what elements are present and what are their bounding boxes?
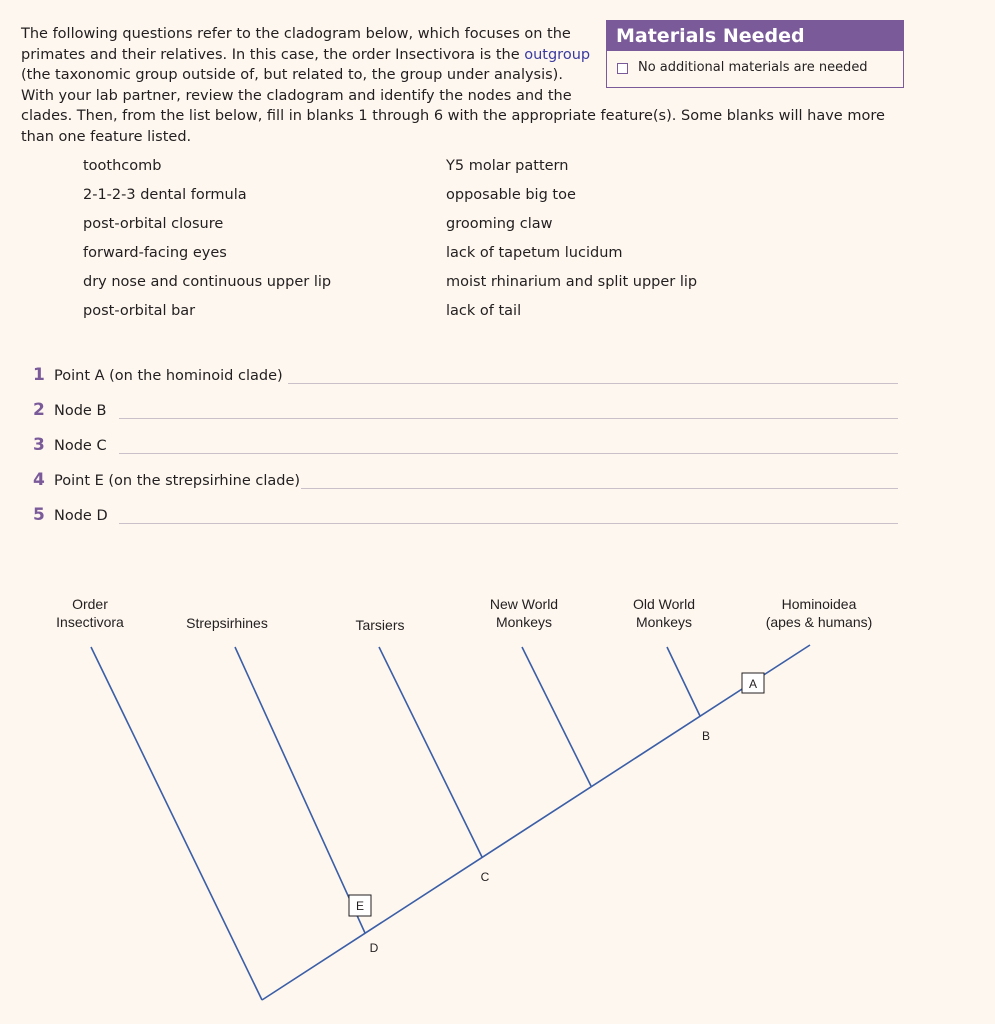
node-d-label: D [369,941,379,955]
question-number: 1 [33,365,45,385]
taxon-label: Insectivora [56,614,124,630]
feature-item: moist rhinarium and split upper lip [446,274,698,290]
feature-item: post-orbital bar [83,303,196,319]
branch-tarsiers [379,647,482,857]
point-e-label: E [355,899,365,913]
feature-item: post-orbital closure [83,216,224,232]
branch-new-world-monkeys [522,647,591,786]
taxon-label: Tarsiers [355,617,405,633]
main-branch [262,645,810,1000]
branch-strepsirhines [235,647,365,933]
feature-item: lack of tapetum lucidum [446,245,623,261]
question-text: Node B [54,403,107,419]
question-number: 5 [33,505,45,525]
feature-item: forward-facing eyes [83,245,227,261]
taxon-label: Monkeys [635,614,693,630]
taxon-label: Order [72,596,108,612]
point-a-label: A [748,677,758,691]
materials-item-label: No additional materials are needed [638,60,868,75]
taxon-label: Hominoidea [781,596,857,612]
taxon-label: (apes & humans) [765,614,873,630]
feature-item: 2-1-2-3 dental formula [83,187,247,203]
taxon-label: Strepsirhines [186,615,268,631]
feature-item: grooming claw [446,216,553,232]
question-text: Node C [54,438,107,454]
taxon-label: Monkeys [495,614,553,630]
question-text: Point A (on the hominoid clade) [54,368,283,384]
feature-item: lack of tail [446,303,522,319]
question-text: Point E (on the strepsirhine clade) [54,473,301,489]
feature-item: toothcomb [83,158,162,174]
feature-item: dry nose and continuous upper lip [83,274,332,290]
feature-item: opposable big toe [446,187,576,203]
question-number: 4 [33,470,45,490]
question-number: 3 [33,435,45,455]
feature-item: Y5 molar pattern [446,158,569,174]
outgroup-term: outgroup [524,46,591,63]
branch-old-world-monkeys [667,647,700,716]
node-c-label: C [480,870,490,884]
taxon-label: New World [489,596,559,612]
branch-insectivora [91,647,262,1000]
node-b-label: B [701,729,711,743]
question-text: Node D [54,508,108,524]
taxon-label: Old World [633,596,695,612]
materials-title: Materials Needed [607,21,903,51]
question-number: 2 [33,400,45,420]
intro-text: The following questions refer to the cladogram below, which focuses on the primates and their relatives. In this case, the order Insectivora is the outgroup (the taxonomic group outside of, but related to, the group under analysis). With your lab partner, review the cladogram and identify the nodes and the clades. Then, from the list below, fill in blanks 1 through 6 with the appropriate feature(s). Some blanks will have more than one feature listed. [21,26,885,145]
